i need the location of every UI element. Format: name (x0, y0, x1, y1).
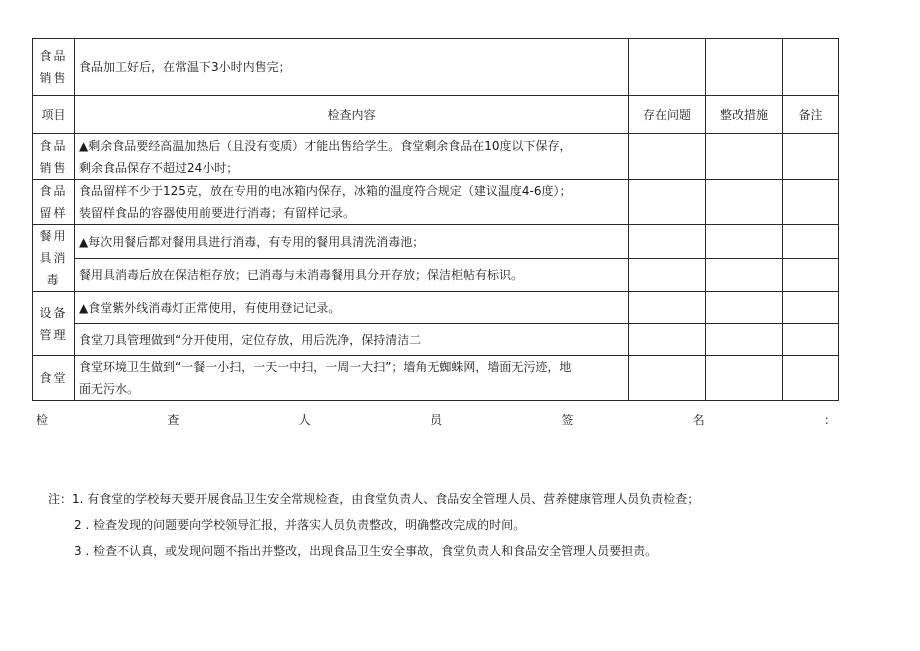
note-line: 2 . 检查发现的问题要向学校领导汇报，并落实人员负责整改，明确整改完成的时间。 (74, 518, 526, 532)
header-rectify: 整改措施 (706, 96, 783, 134)
header-remark: 备注 (783, 96, 839, 134)
content-cell: 食堂刀具管理做到“分开使用，定位存放，用后洗净，保持清洁二 (75, 324, 629, 356)
table-row (33, 324, 839, 356)
table-row (33, 259, 839, 292)
remark-cell[interactable] (783, 39, 839, 96)
rectify-cell[interactable] (706, 356, 783, 401)
problem-cell[interactable] (629, 259, 706, 292)
header-row (33, 96, 839, 134)
content-line: 装留样食品的容器使用前要进行消毒；有留样记录。 (79, 206, 356, 220)
table-row (33, 134, 839, 180)
table-row (33, 292, 839, 324)
problem-cell[interactable] (629, 180, 706, 225)
problem-cell[interactable] (629, 356, 706, 401)
category-cell: 餐用具消毒 (33, 225, 75, 292)
header-problem: 存在问题 (629, 96, 706, 134)
note-line: 3 . 检查不认真，或发现问题不指出并整改，出现食品卫生安全事故，食堂负责人和食品安全管理人员要担责。 (74, 544, 658, 558)
signature-char: 查 (167, 413, 180, 427)
signature-char: 人 (298, 413, 311, 427)
content-line: ▲剩余食品要经高温加热后（且没有变质）才能出售给学生。食堂剩余食品在10度以下保存， (79, 138, 572, 153)
signature-row (36, 411, 836, 428)
problem-cell[interactable] (629, 225, 706, 259)
category-cell: 食品留样 (33, 180, 75, 225)
header-content: 检查内容 (75, 96, 629, 134)
table-row (33, 225, 839, 259)
remark-cell[interactable] (783, 292, 839, 324)
remark-cell[interactable] (783, 324, 839, 356)
table-row (33, 180, 839, 225)
rectify-cell[interactable] (706, 324, 783, 356)
problem-cell[interactable] (629, 134, 706, 180)
rectify-cell[interactable] (706, 134, 783, 180)
problem-cell[interactable] (629, 324, 706, 356)
signature-char: ： (823, 413, 836, 427)
table-row (33, 39, 839, 96)
inspection-table (32, 38, 839, 401)
table-row (33, 356, 839, 401)
category-cell: 食堂 (33, 356, 75, 401)
signature-char: 检 (36, 413, 49, 427)
remark-cell[interactable] (783, 134, 839, 180)
remark-cell[interactable] (783, 356, 839, 401)
content-cell (75, 180, 629, 225)
content-cell: 食品加工好后，在常温下3小时内售完； (75, 39, 629, 96)
remark-cell[interactable] (783, 180, 839, 225)
rectify-cell[interactable] (706, 180, 783, 225)
remark-cell[interactable] (783, 259, 839, 292)
rectify-cell[interactable] (706, 39, 783, 96)
problem-cell[interactable] (629, 292, 706, 324)
category-cell: 设备管理 (33, 292, 75, 356)
content-line: 食品留样不少于125克，放在专用的电冰箱内保存，冰箱的温度符合规定（建议温度4-6度）； (79, 184, 572, 198)
rectify-cell[interactable] (706, 292, 783, 324)
problem-cell[interactable] (629, 39, 706, 96)
content-line: 剩余食品保存不超过24小时； (79, 160, 239, 175)
category-cell: 食品销售 (33, 134, 75, 180)
remark-cell[interactable] (783, 225, 839, 259)
signature-char: 签 (561, 413, 574, 427)
content-cell: ▲食堂紫外线消毒灯正常使用，有使用登记记录。 (75, 292, 629, 324)
note-line: 注：1. 有食堂的学校每天要开展食品卫生安全常规检查，由食堂负责人、食品安全管理人员、营养健康管理人员负责检查； (48, 492, 700, 506)
signature-char: 名 (692, 413, 705, 427)
content-line: 面无污水。 (79, 382, 140, 396)
header-item: 项目 (33, 96, 75, 134)
content-cell (75, 134, 629, 180)
notes-section (48, 486, 848, 564)
content-line: 食堂环境卫生做到“一餐一小扫，一天一中扫，一周一大扫”；墙角无蜘蛛网，墙面无污迹，地 (79, 360, 572, 374)
signature-char: 员 (429, 413, 442, 427)
content-cell (75, 356, 629, 401)
category-cell: 食品销售 (33, 39, 75, 96)
rectify-cell[interactable] (706, 225, 783, 259)
content-cell: 餐用具消毒后放在保洁柜存放；已消毒与未消毒餐用具分开存放；保洁柜帖有标识。 (75, 259, 629, 292)
rectify-cell[interactable] (706, 259, 783, 292)
content-cell: ▲每次用餐后都对餐用具进行消毒，有专用的餐用具清洗消毒池； (75, 225, 629, 259)
